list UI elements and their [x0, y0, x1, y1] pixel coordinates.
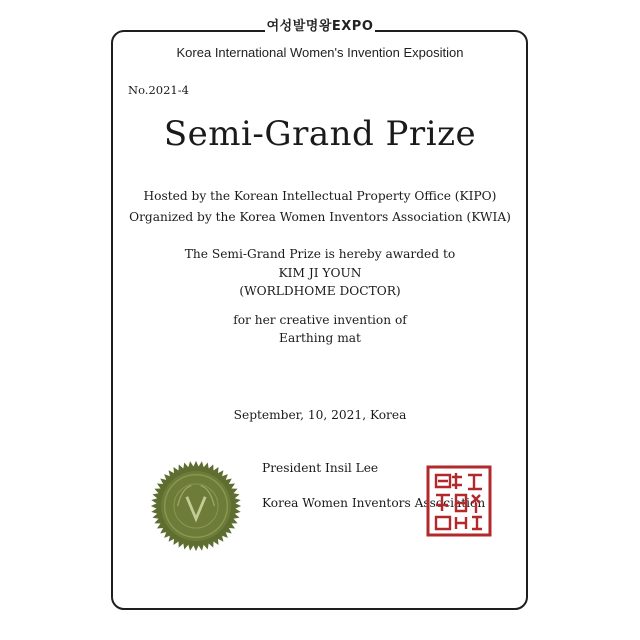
recipient-company: (WORLDHOME DOCTOR) — [239, 284, 401, 298]
expo-name: Korea International Women's Invention Exposition — [176, 45, 464, 60]
gold-seal-icon — [150, 460, 242, 552]
organized-by-line: Organized by the Korea Women Inventors Association (KWIA) — [129, 210, 511, 224]
hosted-by-line: Hosted by the Korean Intellectual Property Office (KIPO) — [143, 189, 497, 203]
invention-intro: for her creative invention of — [233, 313, 407, 327]
invention-name: Earthing mat — [279, 331, 361, 345]
red-stamp-icon — [426, 465, 492, 537]
organization-name: Korea Women Inventors Association — [262, 496, 486, 510]
recipient-name: KIM JI YOUN — [278, 266, 362, 280]
certificate-number: No.2021-4 — [128, 83, 189, 97]
certificate-title: Semi-Grand Prize — [163, 114, 477, 154]
award-date: September, 10, 2021, Korea — [233, 408, 407, 422]
award-statement: The Semi-Grand Prize is hereby awarded to — [184, 247, 456, 261]
signatory-name: President Insil Lee — [262, 461, 379, 475]
expo-logo: 여성발명왕EXPO — [265, 15, 375, 34]
